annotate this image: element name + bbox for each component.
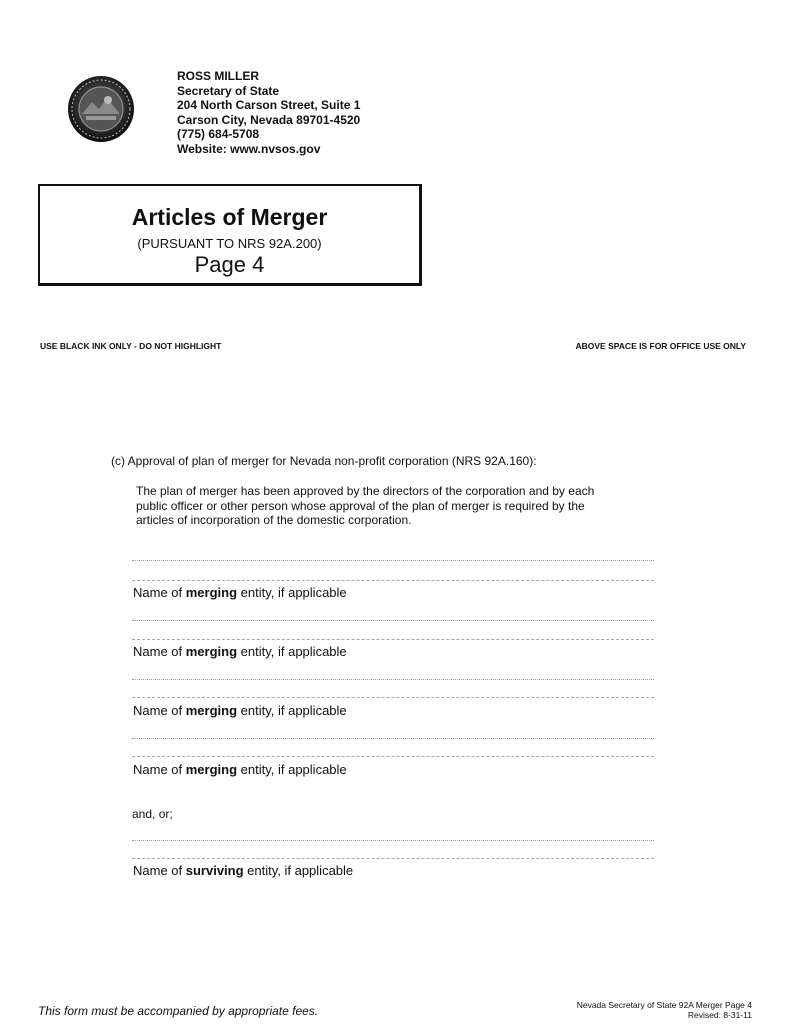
paragraph-line: public officer or other person whose approval of the plan of merger is required by the (136, 498, 585, 513)
merging-entity-label-2: Name of merging entity, if applicable (133, 644, 347, 659)
form-reference-line: Nevada Secretary of State 92A Merger Page 4 (576, 1000, 752, 1010)
surviving-entity-line-b[interactable] (132, 858, 654, 859)
fees-notice: This form must be accompanied by appropriate fees. (38, 1004, 319, 1018)
merging-entity-label-4: Name of merging entity, if applicable (133, 762, 347, 777)
merging-entity-line-1b[interactable] (132, 580, 654, 581)
form-title: Articles of Merger (131, 204, 328, 230)
merging-entity-line-3a (132, 679, 654, 680)
official-title: Secretary of State (177, 83, 280, 98)
merging-entity-line-1a (132, 560, 654, 561)
merging-entity-line-3b[interactable] (132, 697, 654, 698)
official-name: ROSS MILLER (177, 69, 260, 83)
merging-entity-line-2b[interactable] (132, 639, 654, 640)
paragraph-line: articles of incorporation of the domestic corporation. (136, 513, 412, 527)
phone-number: (775) 684-5708 (177, 127, 260, 142)
merging-entity-label-1: Name of merging entity, if applicable (133, 585, 347, 600)
website: Website: www.nvsos.gov (177, 141, 321, 156)
paragraph-line: The plan of merger has been approved by the directors of the corporation and by each (136, 484, 595, 498)
office-header (177, 69, 360, 157)
form-subtitle: (PURSUANT TO NRS 92A.200) (137, 236, 322, 251)
state-seal (68, 76, 134, 142)
address-line-1: 204 North Carson Street, Suite 1 (177, 98, 361, 113)
merging-entity-line-2a (132, 620, 654, 621)
address-line-2: Carson City, Nevada 89701-4520 (177, 112, 361, 127)
merging-entity-label-3: Name of merging entity, if applicable (133, 703, 347, 718)
surviving-entity-label: Name of surviving entity, if applicable (133, 863, 354, 878)
revision-date: Revised: 8-31-11 (687, 1010, 752, 1020)
office-use-notice: ABOVE SPACE IS FOR OFFICE USE ONLY (575, 341, 746, 351)
merging-entity-line-4b[interactable] (132, 756, 654, 757)
ink-notice: USE BLACK INK ONLY - DO NOT HIGHLIGHT (40, 341, 222, 351)
form-page-number: Page 4 (194, 252, 265, 277)
section-paragraph (136, 484, 594, 528)
merging-entity-line-4a (132, 738, 654, 739)
title-box (38, 184, 422, 286)
form-reference (577, 1000, 752, 1020)
seal-emblem-icon (68, 76, 134, 142)
surviving-entity-line-a (132, 840, 654, 841)
section-heading: (c) Approval of plan of merger for Nevada non-profit corporation (NRS 92A.160): (111, 454, 537, 468)
and-or-text: and, or; (132, 807, 173, 821)
